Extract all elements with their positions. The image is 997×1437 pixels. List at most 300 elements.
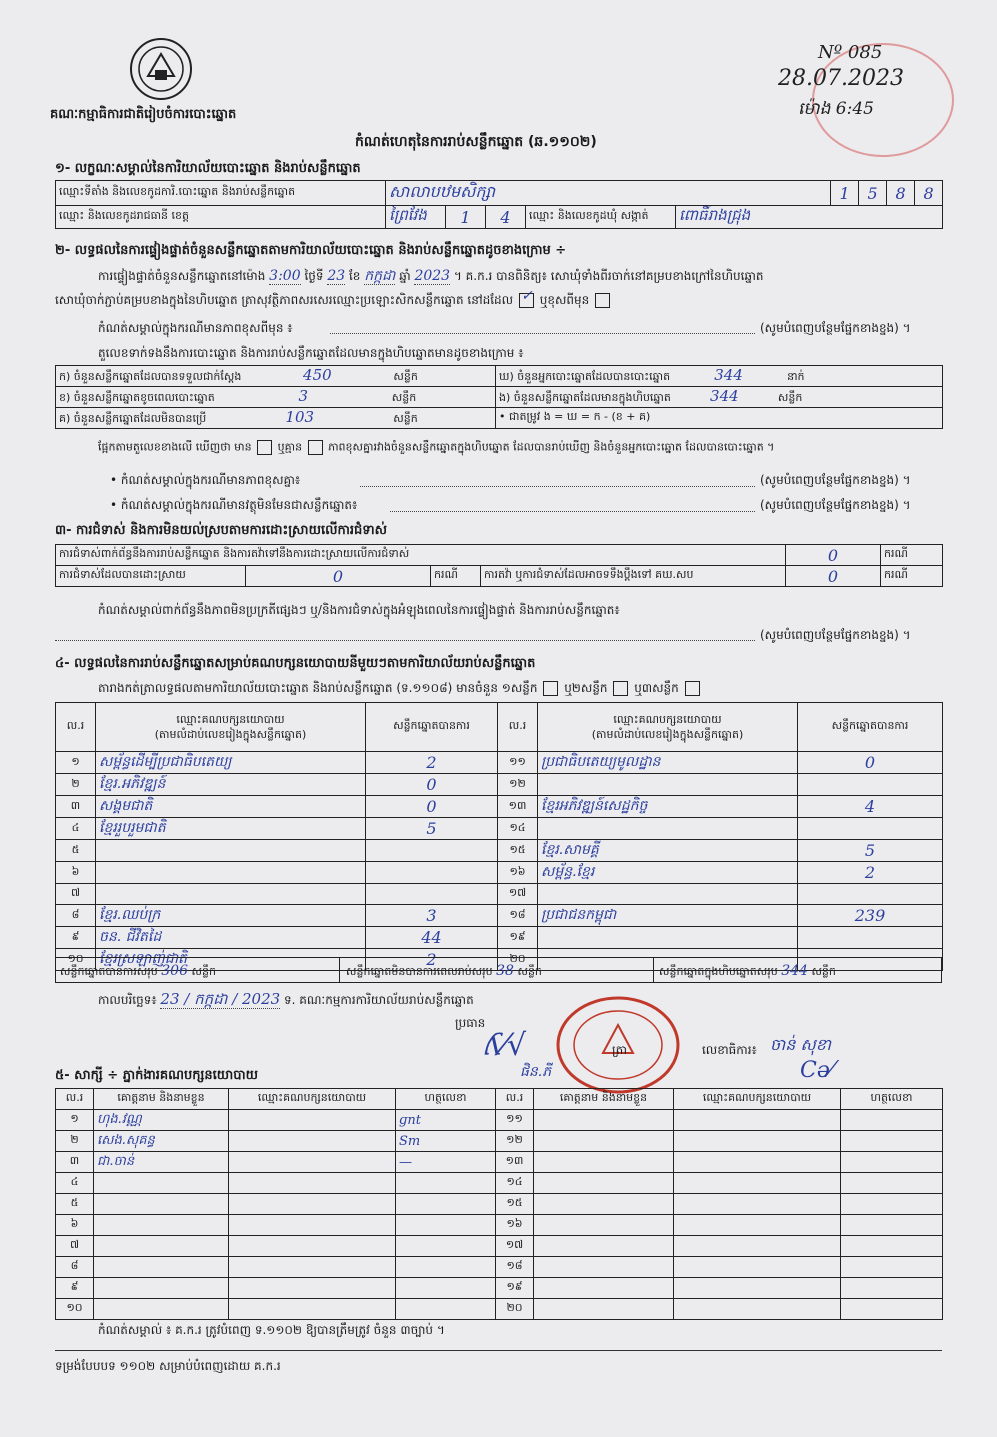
date-value: 23 / កក្កដា / 2023 <box>160 990 281 1008</box>
results-no-header-2: ល.រ <box>498 703 538 752</box>
total-invalid-value: 38 <box>496 963 514 979</box>
section4-title: ៤- លទ្ធផលនៃការរាប់សន្លឹកឆ្នោតសម្រាប់គណបក្សនយោបាយនីមួយៗតាមការិយាល័យរាប់សន្លឹកឆ្នោត <box>55 656 536 671</box>
result-no: ៦ <box>56 862 96 884</box>
fig-a-value: 450 <box>303 366 332 384</box>
object-remark-hint: (សូមបំពេញបន្ថែមផ្នែកខាងខ្នង) ។ <box>760 498 911 512</box>
result-votes <box>366 840 498 862</box>
irregularity-label: កំណត់សម្គាល់ពាក់ព័ន្ធនឹងភាពមិនប្រក្រតីផ្សេងៗ ឬ/និងការជំទាស់ក្នុងអំឡុងពេលនៃការផ្ទៀងផ្ទាត់ និងការរាប់សន្លឹកឆ្នោត៖ <box>98 603 620 617</box>
witness-party[interactable] <box>229 1215 396 1236</box>
witness-signature[interactable] <box>841 1110 943 1131</box>
result-votes: 3 <box>366 905 498 927</box>
org-name: គណៈកម្មាធិការជាតិរៀបចំការបោះឆ្នោត <box>50 107 237 122</box>
witness-no: ១៥ <box>496 1194 534 1215</box>
witness-signature[interactable] <box>841 1257 943 1278</box>
diff-check-line <box>98 440 774 457</box>
result-votes: 5 <box>798 840 943 862</box>
province-code-1: 1 <box>446 206 486 229</box>
committee-label: ទ. គណៈកម្មការការិយាល័យរាប់សន្លឹកឆ្នោត <box>284 993 474 1007</box>
final-note: កំណត់សម្គាល់ ៖ គ.ក.រ ត្រូវបំពេញ ទ.១១០២ ឱ្យបានត្រឹមត្រូវ ចំនួន ៣ច្បាប់ ។ <box>98 1323 445 1337</box>
witness-no: ៧ <box>56 1236 94 1257</box>
witness-party[interactable] <box>674 1299 841 1320</box>
result-party: សម្ព័ន្ធដើម្បីប្រជាធិបតេយ្យ <box>96 752 366 774</box>
witness-signature: ɡnt <box>396 1110 496 1131</box>
witness-no: ២ <box>56 1131 94 1152</box>
result-party <box>538 818 798 840</box>
result-party <box>538 884 798 905</box>
witness-party[interactable] <box>674 1257 841 1278</box>
location-code-1: 1 <box>831 181 859 206</box>
witness-name <box>94 1194 229 1215</box>
result-no: ៤ <box>56 818 96 840</box>
table-row <box>56 1131 943 1152</box>
witness-party[interactable] <box>229 1131 396 1152</box>
witness-name <box>94 1299 229 1320</box>
appeal-label: ការតវ៉ា ឬការជំទាស់ដែលអាចទទឹងប្តឹងទៅ គឃ.សប <box>481 566 786 587</box>
witness-signature[interactable] <box>841 1131 943 1152</box>
sheet-count-line <box>98 680 702 698</box>
receipt-stamp <box>778 40 968 160</box>
verify-text-a: ការផ្ទៀងផ្ទាត់ចំនួនសន្លឹកឆ្នោតនៅម៉ោង <box>98 269 266 283</box>
witness-name[interactable] <box>534 1236 674 1257</box>
verify-time: 3:00 <box>269 268 301 284</box>
stamp-number: Nº 085 <box>818 42 883 63</box>
witness-name[interactable] <box>534 1299 674 1320</box>
result-party: សម្ព័ន្ធ.ខ្មែរ <box>538 862 798 884</box>
fig-c <box>56 408 496 429</box>
table-row <box>56 752 943 774</box>
total-valid-value: 306 <box>161 963 188 979</box>
one-sheet-checkbox[interactable] <box>543 681 558 696</box>
result-party <box>538 774 798 796</box>
witness-party[interactable] <box>229 1257 396 1278</box>
date-line <box>98 990 474 1012</box>
results-votes-header-2: សន្លឹកឆ្នោតបានការ <box>798 703 943 752</box>
total-invalid <box>346 963 542 981</box>
total-box-value: 344 <box>781 963 808 979</box>
footer-rule <box>55 1350 942 1351</box>
witness-party[interactable] <box>229 1110 396 1131</box>
result-votes: 2 <box>366 752 498 774</box>
table-row <box>56 1278 943 1299</box>
diff-check-text-a: ផ្អែកតាមតួលេខខាងលើ ឃើញថា មាន <box>98 440 252 454</box>
fig-d-label: ឃ) ចំនួនអ្នកបោះឆ្នោតដែលបានបោះឆ្នោត <box>499 370 671 383</box>
result-votes <box>366 884 498 905</box>
witness-party[interactable] <box>229 1152 396 1173</box>
object-remark-line <box>390 511 755 512</box>
witness-name[interactable] <box>534 1194 674 1215</box>
diff-check-text-b: ឬគ្មាន <box>277 440 303 454</box>
diff-note-hint: (សូមបំពេញបន្ថែមផ្នែកខាងខ្នង) ។ <box>760 321 911 335</box>
table-row <box>56 1152 943 1173</box>
same-checkbox[interactable]: ✓ <box>519 293 534 308</box>
witness-signature: Sm <box>396 1131 496 1152</box>
witness-signature <box>396 1173 496 1194</box>
witness-no: ១០ <box>56 1299 94 1320</box>
appeal-unit: ករណី <box>881 566 943 587</box>
fig-d-unit: នាក់ <box>787 370 805 383</box>
witness-name[interactable] <box>534 1131 674 1152</box>
result-votes <box>798 884 943 905</box>
witness-signature[interactable] <box>841 1299 943 1320</box>
witness-no: ៥ <box>56 1194 94 1215</box>
result-votes: 0 <box>366 774 498 796</box>
fig-a-label: ក) ចំនួនសន្លឹកឆ្នោតដែលបានទទួលជាក់ស្តែង <box>59 370 242 383</box>
result-party: ប្រជាជនកម្ពុជា <box>538 905 798 927</box>
secretary-name: ចាន់ សុខា <box>770 1035 831 1054</box>
fig-e <box>496 387 943 408</box>
result-votes <box>798 818 943 840</box>
party-header-line2: (តាមលំដាប់លេខរៀងក្នុងសន្លឹកឆ្នោត) <box>154 728 307 741</box>
result-no: ១៨ <box>498 905 538 927</box>
witness-no-header: ល.រ <box>56 1089 94 1110</box>
verify-month: កក្កដា <box>364 268 396 284</box>
witness-signature[interactable] <box>841 1278 943 1299</box>
fig-c-value: 103 <box>285 408 315 426</box>
witness-name: ហុង.វណ្ណ <box>94 1110 229 1131</box>
table-row <box>56 1194 943 1215</box>
witness-party[interactable] <box>229 1236 396 1257</box>
witness-name[interactable] <box>534 1173 674 1194</box>
total-invalid-label: សន្លឹកឆ្នោតមិនបានការពេលរាប់សរុប <box>346 965 493 978</box>
secretary-label-text: លេខាធិការ <box>702 1043 752 1057</box>
diff-checkbox[interactable] <box>595 293 610 308</box>
verify-day: 23 <box>327 268 346 284</box>
location-code-3: 8 <box>887 181 915 206</box>
chair-label: ប្រធាន <box>455 1016 486 1030</box>
table-row <box>56 1299 943 1320</box>
witness-party[interactable] <box>674 1152 841 1173</box>
result-no: ១៦ <box>498 862 538 884</box>
result-no: ១០ <box>56 949 96 971</box>
fig-c-label: គ) ចំនួនសន្លឹកឆ្នោតដែលមិនបានប្រើ <box>59 412 207 425</box>
result-no: ១៤ <box>498 818 538 840</box>
verify-line-1 <box>98 266 764 287</box>
three-sheet-checkbox[interactable] <box>685 681 700 696</box>
table-row <box>56 927 943 949</box>
irregularity-line <box>55 640 755 641</box>
fig-c-unit: សន្លឹក <box>393 412 418 425</box>
witness-sign-header-2: ហត្ថលេខា <box>841 1089 943 1110</box>
witness-no: ៤ <box>56 1173 94 1194</box>
witness-name-header: គោត្តនាម និងនាមខ្លួន <box>94 1089 229 1110</box>
table-row <box>56 796 943 818</box>
result-votes: 5 <box>366 818 498 840</box>
witness-no: ១៧ <box>496 1236 534 1257</box>
results-votes-header: សន្លឹកឆ្នោតបានការ <box>366 703 498 752</box>
witness-name <box>94 1173 229 1194</box>
witness-party[interactable] <box>674 1110 841 1131</box>
fig-d-value: 344 <box>714 366 743 384</box>
results-table <box>55 702 943 971</box>
result-no: ៥ <box>56 840 96 862</box>
sheet-count-text: តារាងកត់ត្រាលទ្ធផលតាមការិយាល័យបោះឆ្នោត និងរាប់សន្លឹកឆ្នោត (ទ.១១០៨) មានចំនួន ១សន្លឹក <box>98 681 538 695</box>
result-party <box>96 884 366 905</box>
result-no: ១១ <box>498 752 538 774</box>
result-party: សង្គមជាតិ <box>96 796 366 818</box>
result-party: ខ្មែររួបរួមជាតិ <box>96 818 366 840</box>
witness-party[interactable] <box>229 1278 396 1299</box>
witness-no: ១៦ <box>496 1215 534 1236</box>
table-row <box>56 884 943 905</box>
verify-text-e: ។ គ.ក.រ បានពិនិត្យ៖ សោឃុំទាំងពីរចាក់នៅគម្របខាងក្រៅនៃហិបឆ្នោត <box>453 269 764 283</box>
witness-party[interactable] <box>674 1194 841 1215</box>
table-row <box>56 818 943 840</box>
province-code-2: 4 <box>486 206 526 229</box>
witness-name[interactable] <box>534 1152 674 1173</box>
witness-name <box>94 1257 229 1278</box>
result-party: ខ្មែរ.អភិវឌ្ឍន៍ <box>96 774 366 796</box>
section1-title: ១- លក្ខណៈសម្គាល់នៃការិយាល័យបោះឆ្នោត និងរាប់សន្លឹកឆ្នោត <box>55 161 361 176</box>
fig-b <box>56 387 496 408</box>
fig-b-unit: សន្លឹក <box>391 391 417 404</box>
total-box-label: សន្លឹកឆ្នោតក្នុងហិបឆ្នោតសរុប <box>659 965 778 978</box>
location-code-4: 8 <box>915 181 943 206</box>
two-sheet-text: ឬ២សន្លឹក <box>564 681 608 695</box>
commune-label: ឈ្មោះ និងលេខកូដឃុំ សង្កាត់ <box>526 206 676 229</box>
secretary-signature-icon: Cǝ⁄ <box>800 1058 834 1083</box>
location-value: សាលាបឋមសិក្សា <box>386 181 831 206</box>
section1-table <box>55 180 943 229</box>
result-party <box>96 840 366 862</box>
fig-a <box>56 366 496 387</box>
result-party: ខ្មែរស្រឡាញ់ជាតិ <box>96 949 366 971</box>
diff-remark-hint: (សូមបំពេញបន្ថែមផ្នែកខាងខ្នង) ។ <box>760 473 911 487</box>
province-label: ឈ្មោះ និងលេខកូដរាជធានី ខេត្ត <box>56 206 386 229</box>
two-sheet-checkbox[interactable] <box>613 681 628 696</box>
results-no-header: ល.រ <box>56 703 96 752</box>
witness-signature[interactable] <box>841 1173 943 1194</box>
total-valid <box>60 963 216 981</box>
witness-party[interactable] <box>229 1194 396 1215</box>
seal-label: ត្រា <box>612 1043 627 1057</box>
fig-e-unit: សន្លឹក <box>777 391 803 404</box>
result-votes: 0 <box>798 752 943 774</box>
witness-no: ៣ <box>56 1152 94 1173</box>
witness-signature[interactable] <box>841 1236 943 1257</box>
result-no: ៩ <box>56 927 96 949</box>
figures-table <box>55 365 943 429</box>
witness-signature <box>396 1278 496 1299</box>
table-row <box>56 1236 943 1257</box>
witness-no: ៦ <box>56 1215 94 1236</box>
witness-signature <box>396 1257 496 1278</box>
form-title: កំណត់ហេតុនៃការរាប់សន្លឹកឆ្នោត (ឆ.១១០២) <box>355 134 597 150</box>
resolved-unit: ករណី <box>431 566 481 587</box>
result-no: ១៥ <box>498 840 538 862</box>
witness-signature[interactable] <box>841 1194 943 1215</box>
result-votes: 239 <box>798 905 943 927</box>
witness-name[interactable] <box>534 1110 674 1131</box>
party-header-2-line1: ឈ្មោះគណបក្សនយោបាយ <box>613 713 722 726</box>
witness-party[interactable] <box>674 1131 841 1152</box>
witness-name <box>94 1236 229 1257</box>
witness-name-header-2: គោត្តនាម និងនាមខ្លួន <box>534 1089 674 1110</box>
total-invalid-unit: សន្លឹក <box>517 965 542 978</box>
table-row <box>56 1110 943 1131</box>
fig-e-value: 344 <box>710 387 739 405</box>
resolved-label: ការជំទាស់ដែលបានដោះស្រាយ <box>56 566 246 587</box>
total-valid-label: សន្លឹកឆ្នោតបានការសរុប <box>60 965 158 978</box>
witness-party-header-2: ឈ្មោះគណបក្សនយោបាយ <box>674 1089 841 1110</box>
witness-party[interactable] <box>674 1173 841 1194</box>
fig-formula: • ជាតម្រូវ ង = ឃ = ក - (ខ + គ) <box>496 408 943 429</box>
three-sheet-text: ឬ៣សន្លឹក <box>634 681 679 695</box>
result-no: ៨ <box>56 905 96 927</box>
chair-name: ផិន.ភី <box>520 1064 552 1080</box>
table-row <box>56 840 943 862</box>
verify-text-b: ថ្ងៃទី <box>304 269 324 283</box>
total-valid-unit: សន្លឹក <box>191 965 216 978</box>
objection-label: ការជំទាស់ពាក់ព័ន្ធនឹងការរាប់សន្លឹកឆ្នោត និងការតវ៉ាទៅនឹងការដោះស្រាយលើការជំទាស់ <box>56 545 786 566</box>
fig-e-label: ង) ចំនួនសន្លឹកឆ្នោតដែលមានក្នុងហិបឆ្នោត <box>499 391 671 404</box>
table-row <box>56 1215 943 1236</box>
diff-note-label: កំណត់សម្គាល់ក្នុងករណីមានភាពខុសពីមុន ៖ <box>98 321 293 335</box>
witness-no: ៨ <box>56 1257 94 1278</box>
result-party: ខ្មែរ.សាមគ្គី <box>538 840 798 862</box>
no-diff-checkbox[interactable] <box>308 440 323 455</box>
witness-no: ១២ <box>496 1131 534 1152</box>
table-row <box>56 774 943 796</box>
witness-signature[interactable] <box>841 1152 943 1173</box>
seal-text: សោឃុំចាក់ភ្ជាប់គម្របខាងក្នុងនៃហិបឆ្នោត ត្រាសុវត្ថិភាពសរសេរឈ្មោះប្រឡោះសិកសន្លឹកឆ្នោត នៅដដែល <box>55 293 514 307</box>
witness-name <box>94 1278 229 1299</box>
total-box <box>659 963 836 981</box>
party-header-2-line2: (តាមលំដាប់លេខរៀងក្នុងសន្លឹកឆ្នោត) <box>591 728 744 741</box>
result-no: ៣ <box>56 796 96 818</box>
witness-no: ១ <box>56 1110 94 1131</box>
stamp-date: 28.07.2023 <box>778 66 904 91</box>
result-votes: 44 <box>366 927 498 949</box>
result-no: ២ <box>56 774 96 796</box>
witness-name: សេង.សុគន្ធ <box>94 1131 229 1152</box>
result-party: ខ្មែរ.ឈប់ក្រ <box>96 905 366 927</box>
total-box-unit: សន្លឹក <box>811 965 836 978</box>
witness-no: ១៣ <box>496 1152 534 1173</box>
table-row <box>56 862 943 884</box>
result-votes: 2 <box>366 949 498 971</box>
witness-signature <box>396 1299 496 1320</box>
witness-name <box>94 1215 229 1236</box>
object-remark-label: • កំណត់សម្គាល់ក្នុងករណីមានវត្ថុមិនមែនជាសន្លឹកឆ្នោត៖ <box>110 498 358 512</box>
table-row <box>56 905 943 927</box>
witness-party[interactable] <box>674 1215 841 1236</box>
result-votes: 4 <box>798 796 943 818</box>
chair-signature-icon: ʎ⁄√ <box>485 1028 527 1063</box>
has-diff-checkbox[interactable] <box>257 440 272 455</box>
footer-text: ទម្រង់បែបបទ ១១០២ សម្រាប់បំពេញដោយ គ.ក.រ <box>55 1359 281 1373</box>
party-header-line1: ឈ្មោះគណបក្សនយោបាយ <box>176 713 285 726</box>
fig-b-label: ខ) ចំនួនសន្លឹកឆ្នោតខូចពេលបោះឆ្នោត <box>59 391 215 404</box>
secretary-label: លេខាធិការ៖ <box>702 1043 757 1057</box>
result-party <box>96 862 366 884</box>
province-value: ព្រៃវែង <box>386 206 446 229</box>
emblem-icon <box>128 36 194 102</box>
diff-check-text-c: ភាពខុសគ្នារវាងចំនួនសន្លឹកឆ្នោតក្នុងហិបឆ្នោត ដែលបានរាប់ឃើញ និងចំនួនអ្នកបោះឆ្នោត ដែលបានបោះឆ្នោត ។ <box>328 440 775 454</box>
result-no: ១៩ <box>498 927 538 949</box>
fig-a-unit: សន្លឹក <box>393 370 418 383</box>
totals-divider-2 <box>653 958 654 982</box>
witness-party[interactable] <box>674 1236 841 1257</box>
table-row <box>56 1257 943 1278</box>
result-no: ១៧ <box>498 884 538 905</box>
location-code-2: 5 <box>859 181 887 206</box>
witness-no: ៩ <box>56 1278 94 1299</box>
witness-signature[interactable] <box>841 1215 943 1236</box>
fig-b-value: 3 <box>298 387 309 405</box>
diff-note-line <box>330 333 755 334</box>
section5-title: ៥- សាក្សី ÷ ភ្នាក់ងារគណបក្សនយោបាយ <box>55 1068 258 1083</box>
witness-name[interactable] <box>534 1278 674 1299</box>
figures-intro: តួលេខទាក់ទងនឹងការបោះឆ្នោត និងការរាប់សន្លឹកឆ្នោតដែលមានក្នុងហិបឆ្នោតមានដូចខាងក្រោម ៖ <box>98 346 524 360</box>
location-label: ឈ្មោះទីតាំង និងលេខកូដការិ.បោះឆ្នោត និងរាប់សន្លឹកឆ្នោត <box>56 181 386 206</box>
verify-text-c: ខែ <box>348 269 361 283</box>
result-party <box>538 927 798 949</box>
witness-name[interactable] <box>534 1257 674 1278</box>
objection-value: 0 <box>786 545 881 566</box>
diff-remark-label: • កំណត់សម្គាល់ក្នុងករណីមានភាពខុសគ្នា៖ <box>110 473 301 487</box>
diff-text: ឬខុសពីមុន <box>539 293 590 307</box>
irregularity-hint: (សូមបំពេញបន្ថែមផ្នែកខាងខ្នង) ។ <box>760 628 911 642</box>
witness-party[interactable] <box>674 1278 841 1299</box>
witness-no: ១៨ <box>496 1257 534 1278</box>
witness-signature <box>396 1215 496 1236</box>
witness-name[interactable] <box>534 1215 674 1236</box>
result-party: ប្រជាធិបតេយ្យមូលដ្ឋាន <box>538 752 798 774</box>
result-party: ចន. ជីវិតដៃ <box>96 927 366 949</box>
objection-table <box>55 544 943 587</box>
diff-remark-line <box>360 486 755 487</box>
stamp-time: ម៉ោង 6:45 <box>798 99 874 119</box>
witness-party-header: ឈ្មោះគណបក្សនយោបាយ <box>229 1089 396 1110</box>
section3-title: ៣- ការជំទាស់ និងការមិនយល់ស្របតាមការដោះស្រាយលើការជំទាស់ <box>55 523 387 538</box>
witness-party[interactable] <box>229 1299 396 1320</box>
results-totals <box>55 957 942 983</box>
verify-line-2 <box>55 288 612 310</box>
witness-name: ជា.ចាន់ <box>94 1152 229 1173</box>
verify-text-d: ឆ្នាំ <box>399 269 411 283</box>
objection-unit: ករណី <box>881 545 943 566</box>
result-votes <box>798 927 943 949</box>
appeal-value: 0 <box>786 566 881 587</box>
result-no: ១៣ <box>498 796 538 818</box>
witness-no: ១៩ <box>496 1278 534 1299</box>
result-no: ៧ <box>56 884 96 905</box>
commune-value: ពោធិ៍រាងជ្រុង <box>676 206 943 229</box>
witness-signature: — <box>396 1152 496 1173</box>
result-party: ខ្មែរអភិវឌ្ឍន៍សេដ្ឋកិច្ច <box>538 796 798 818</box>
witness-party[interactable] <box>229 1173 396 1194</box>
date-label: កាលបរិច្ឆេទ៖ <box>98 993 157 1007</box>
result-no: ២០ <box>498 949 538 971</box>
fig-d <box>496 366 943 387</box>
result-votes <box>366 862 498 884</box>
result-votes: 0 <box>366 796 498 818</box>
result-votes <box>798 774 943 796</box>
witness-sign-header: ហត្ថលេខា <box>396 1089 496 1110</box>
witness-no: ២០ <box>496 1299 534 1320</box>
witness-no: ១១ <box>496 1110 534 1131</box>
results-party-header-2 <box>538 703 798 752</box>
verify-year: 2023 <box>414 268 451 284</box>
result-votes: 2 <box>798 862 943 884</box>
witness-table <box>55 1088 943 1320</box>
witness-signature <box>396 1194 496 1215</box>
section2-title: ២- លទ្ធផលនៃការផ្ទៀងផ្ទាត់ចំនួនសន្លឹកឆ្នោតតាមការិយាល័យបោះឆ្នោត និងរាប់សន្លឹកឆ្នោតដូចខាងក្រោម ÷ <box>55 243 567 258</box>
result-no: ១ <box>56 752 96 774</box>
resolved-value: 0 <box>246 566 431 587</box>
witness-no-header-2: ល.រ <box>496 1089 534 1110</box>
witness-signature <box>396 1236 496 1257</box>
